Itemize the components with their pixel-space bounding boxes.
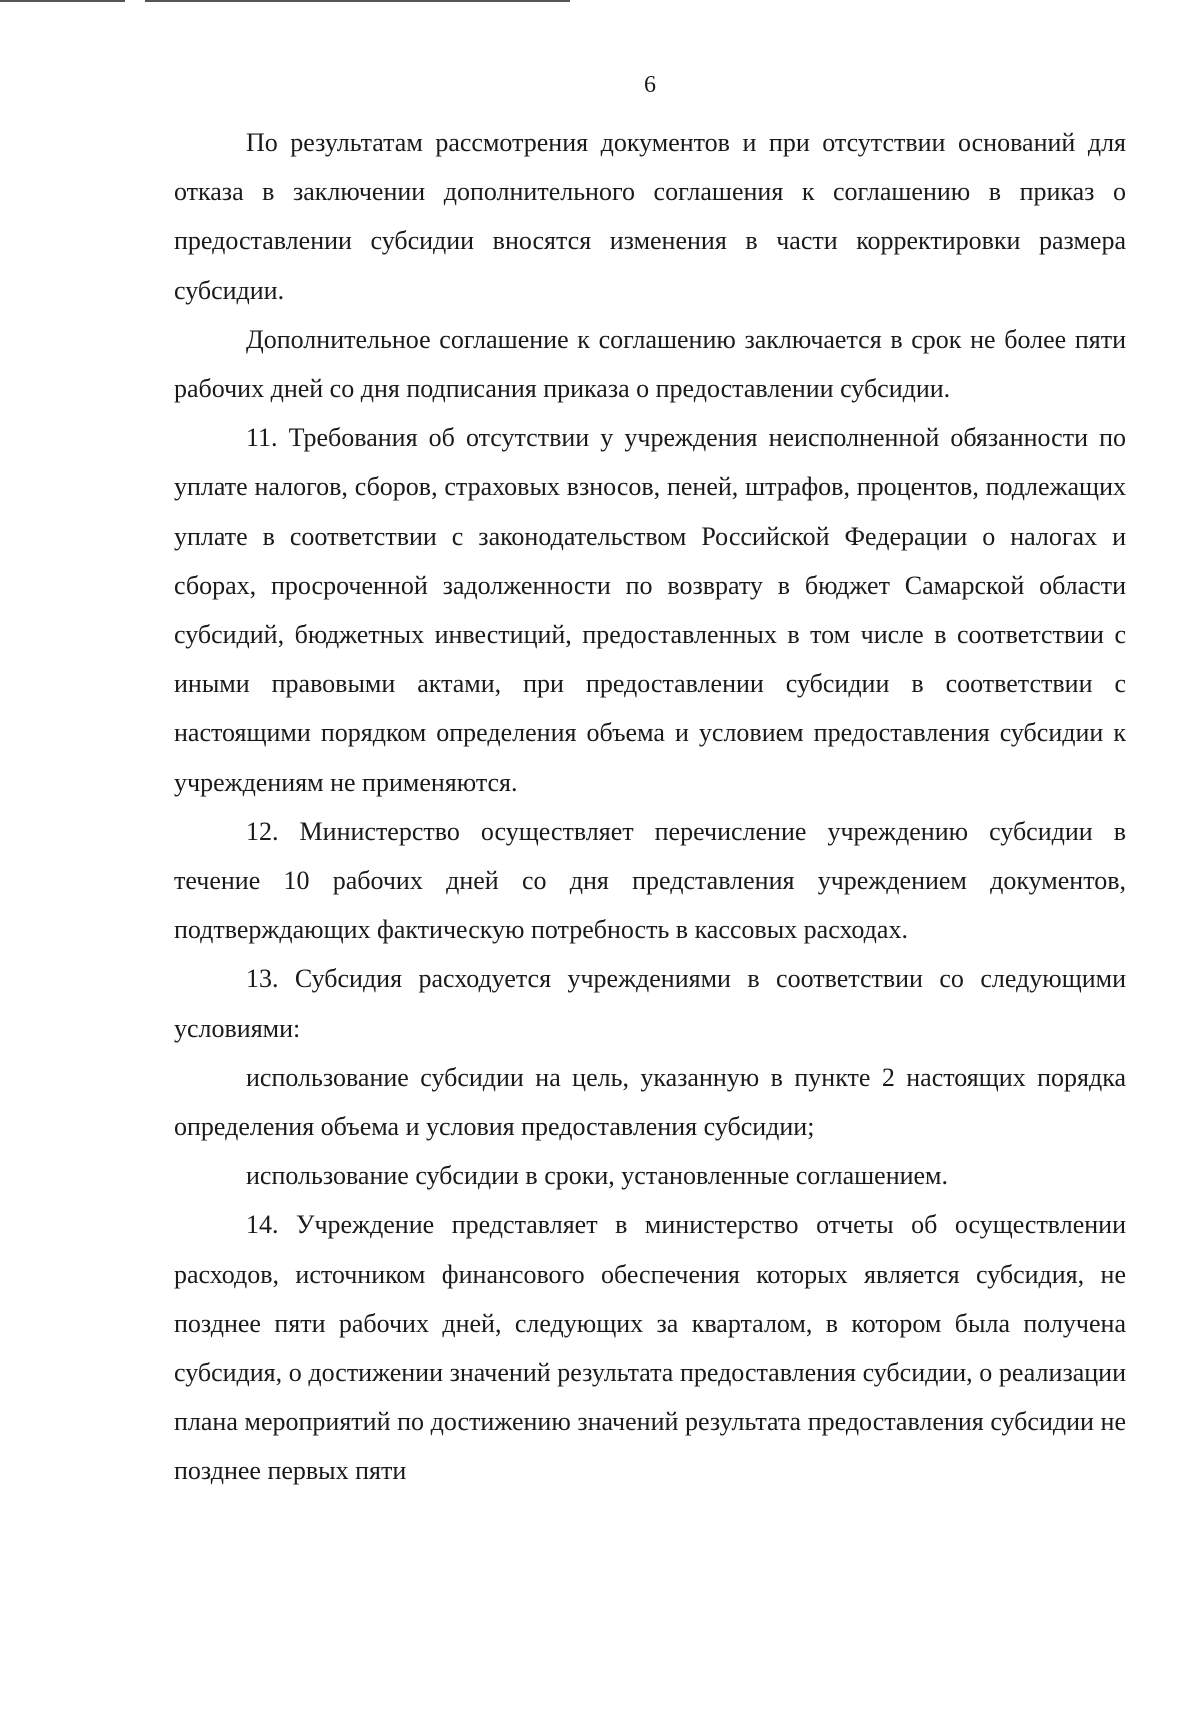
paragraph-condition-purpose: использование субсидии на цель, указанную в пункте 2 настоящих порядка определения объема и условия предоставления субсидии; [174,1062,1126,1142]
paragraph-additional-agreement: Дополнительное соглашение к соглашению заключается в срок не более пяти рабочих дней со дня подписания приказа о предоставлении субсидии. [174,324,1126,404]
paragraph-item-11: 11. Требования об отсутствии у учреждения неисполненной обязанности по уплате налогов, сборов, страховых взносов, пеней, штрафов, процентов, подлежащих уплате в соответствии с законодательством Российской Федерации о налогах и сборах, просроченной задолженности по возврату в бюджет Самарской области субсидий, бюджетных инвестиций, предоставленных в том числе в соответствии с иными правовыми актами, при предоставлении субсидии в соответствии с настоящими порядком определения объема и условием предоставления субсидии к учреждениям не применяются. [174,423,1126,797]
paragraph-condition-terms: использование субсидии в сроки, установленные соглашением. [246,1161,949,1191]
paragraph-results-review: По результатам рассмотрения документов и при отсутствии оснований для отказа в заключении дополнительного соглашения к соглашению в приказ о предоставлении субсидии вносятся изменения в части корректировки размера субсидии. [174,128,1126,305]
paragraph-item-14: 14. Учреждение представляет в министерство отчеты об осуществлении расходов, источником финансового обеспечения которых является субсидия, не позднее пяти рабочих дней, следующих за кварталом, в котором была получена субсидия, о достижении значений результата предоставления субсидии, о реализации плана мероприятий по достижению значений результата предоставления субсидии не позднее первых пяти [174,1210,1126,1486]
page-number: 6 [644,72,656,98]
paragraph-item-12: 12. Министерство осуществляет перечисление учреждению субсидии в течение 10 рабочих дней со дня представления учреждением документов, подтверждающих фактическую потребность в кассовых расходах. [174,816,1126,945]
paragraph-item-13: 13. Субсидия расходуется учреждениями в соответствии со следующими условиями: [174,964,1126,1043]
scan-edge-line [0,0,125,2]
scan-edge-line [145,0,570,2]
document-body [174,118,1126,1496]
